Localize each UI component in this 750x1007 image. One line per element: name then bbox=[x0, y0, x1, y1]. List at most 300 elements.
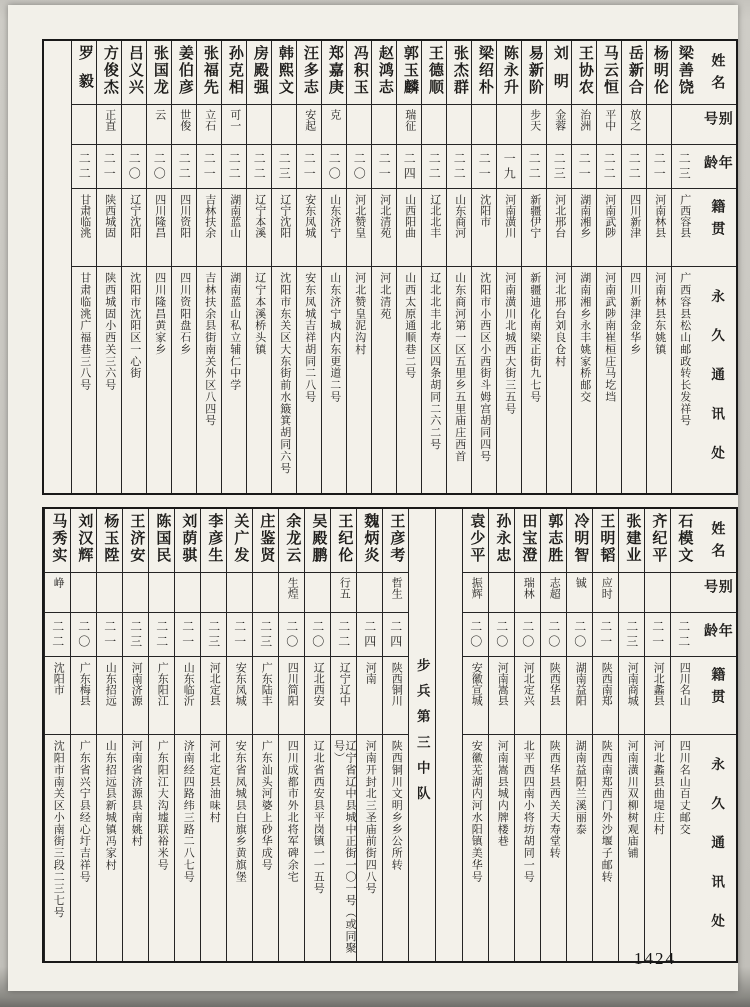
address-cell-text: 辽北省西安县平岗镇一一五号 bbox=[312, 740, 325, 895]
origin-cell-text: 广东梅县 bbox=[78, 662, 91, 706]
name-cell bbox=[272, 41, 296, 105]
origin-cell-text: 安徽宣城 bbox=[470, 662, 483, 706]
name-cell bbox=[397, 41, 421, 105]
address-cell-text: 安东省凤城县白旗乡黄旗堡 bbox=[234, 740, 247, 883]
origin-cell-text: 辽宁沈阳 bbox=[278, 194, 291, 238]
alias-cell bbox=[672, 105, 696, 145]
origin-cell-text: 河南林县 bbox=[653, 194, 666, 238]
origin-cell bbox=[322, 189, 346, 267]
origin-cell bbox=[222, 189, 246, 267]
age-cell bbox=[149, 613, 174, 657]
origin-cell bbox=[97, 657, 122, 735]
alias-cell-text: 铖 bbox=[574, 577, 587, 588]
address-cell-text: 四川新津金华乡 bbox=[628, 272, 641, 356]
age-cell-text: 二三 bbox=[277, 152, 292, 182]
address-cell-text: 辽北北丰北寿区四条胡同二六二号 bbox=[428, 272, 441, 451]
origin-cell-text: 安东凤城 bbox=[234, 662, 247, 706]
name-cell-text: 刘汉辉 bbox=[76, 513, 93, 564]
origin-cell-text: 河北蠡县 bbox=[652, 662, 665, 706]
origin-cell bbox=[123, 657, 148, 735]
address-cell-text: 广东省兴宁县经心圩吉祥号 bbox=[78, 740, 91, 883]
address-cell bbox=[522, 267, 546, 493]
age-cell bbox=[197, 145, 221, 189]
name-cell bbox=[572, 41, 596, 105]
name-cell-text: 房殿强 bbox=[251, 45, 268, 96]
origin-cell-text: 陕西铜川 bbox=[390, 662, 403, 706]
age-cell-text: 二四 bbox=[388, 620, 403, 650]
name-cell bbox=[253, 509, 278, 573]
age-cell-text: 二〇 bbox=[572, 620, 587, 650]
name-cell-text: 孙克相 bbox=[226, 45, 243, 96]
address-cell-text: 河北邢台刘良仓村 bbox=[553, 272, 566, 368]
address-cell-text: 安徽芜湖内河水阳镇美华号 bbox=[470, 740, 483, 883]
address-cell bbox=[547, 267, 571, 493]
origin-cell bbox=[71, 657, 96, 735]
age-cell-text: 二一 bbox=[302, 152, 317, 182]
alias-cell bbox=[422, 105, 446, 145]
entry-column bbox=[200, 509, 226, 961]
origin-cell-text: 陕西华县 bbox=[548, 662, 561, 706]
entry-column bbox=[330, 509, 356, 961]
address-cell bbox=[472, 267, 496, 493]
alias-cell bbox=[175, 573, 200, 613]
alias-cell bbox=[541, 573, 566, 613]
address-cell bbox=[122, 267, 146, 493]
age-cell bbox=[97, 145, 121, 189]
alias-cell bbox=[622, 105, 646, 145]
address-cell-text: 广东阳江大沟墟联裕米号 bbox=[156, 740, 169, 871]
address-cell bbox=[72, 267, 96, 493]
age-cell-text: 二一 bbox=[102, 152, 117, 182]
alias-cell-text: 云 bbox=[153, 109, 166, 120]
age-cell bbox=[422, 145, 446, 189]
origin-cell bbox=[45, 657, 70, 735]
age-cell-text: 二四 bbox=[362, 620, 377, 650]
name-cell bbox=[222, 41, 246, 105]
entry-column bbox=[346, 41, 371, 493]
directory-tables bbox=[42, 39, 738, 963]
alias-cell bbox=[97, 105, 121, 145]
name-cell-text: 张杰群 bbox=[451, 45, 468, 96]
age-cell bbox=[347, 145, 371, 189]
alias-cell bbox=[463, 573, 488, 613]
origin-cell-text: 河北赞皇 bbox=[353, 194, 366, 238]
origin-cell-text: 陕西南郑 bbox=[600, 662, 613, 706]
alias-cell bbox=[647, 105, 671, 145]
name-cell bbox=[647, 41, 671, 105]
address-cell-text: 山东济宁城内东更道二号 bbox=[328, 272, 341, 403]
age-cell-text: 二二 bbox=[602, 152, 617, 182]
header-alias-label: 别号 bbox=[702, 579, 732, 602]
name-cell bbox=[227, 509, 252, 573]
alias-cell-text: 应时 bbox=[600, 577, 613, 599]
origin-cell bbox=[463, 657, 488, 735]
entry-column bbox=[221, 41, 246, 493]
origin-cell bbox=[227, 657, 252, 735]
name-cell bbox=[122, 41, 146, 105]
age-cell-text: 二三 bbox=[677, 152, 692, 182]
name-cell-text: 陈国民 bbox=[154, 513, 171, 564]
origin-cell-text: 河南商城 bbox=[626, 662, 639, 706]
age-cell bbox=[515, 613, 540, 657]
name-cell bbox=[72, 41, 96, 105]
origin-cell bbox=[422, 189, 446, 267]
name-cell-text: 王彦考 bbox=[388, 513, 405, 564]
origin-cell-text: 山东商河 bbox=[453, 194, 466, 238]
age-cell-text: 二二 bbox=[177, 152, 192, 182]
age-cell bbox=[357, 613, 382, 657]
address-cell bbox=[305, 735, 330, 961]
name-cell bbox=[322, 41, 346, 105]
entry-column bbox=[96, 41, 121, 493]
origin-cell-text: 沈阳市 bbox=[52, 662, 65, 695]
origin-cell-text: 河南济源 bbox=[130, 662, 143, 706]
origin-cell bbox=[672, 189, 696, 267]
address-cell bbox=[567, 735, 592, 961]
address-cell bbox=[71, 735, 96, 961]
header-age bbox=[696, 145, 736, 189]
entry-column bbox=[496, 41, 521, 493]
entry-column bbox=[471, 41, 496, 493]
address-cell bbox=[331, 735, 356, 961]
unit-designation-label: 步兵第三中队 bbox=[414, 658, 430, 812]
alias-cell bbox=[197, 105, 221, 145]
name-cell-text: 王纪伦 bbox=[336, 513, 353, 564]
address-cell-text: 四川资阳盘石乡 bbox=[178, 272, 191, 356]
address-cell-text: 山东商河第一区五里乡五里庙庄西首 bbox=[453, 272, 466, 463]
alias-cell-text: 金蓉 bbox=[553, 109, 566, 131]
header-origin-label: 籍贯 bbox=[709, 667, 725, 712]
name-cell bbox=[149, 509, 174, 573]
address-cell-text: 河南武陟南崔桓庄马圪垱 bbox=[603, 272, 616, 403]
alias-cell bbox=[45, 573, 70, 613]
age-cell bbox=[522, 145, 546, 189]
origin-cell-text: 河南 bbox=[364, 662, 377, 684]
origin-cell-text: 湖南益阳 bbox=[574, 662, 587, 706]
header-address bbox=[696, 735, 736, 961]
age-cell-text: 二二 bbox=[154, 620, 169, 650]
name-cell-text: 吴殿鹏 bbox=[310, 513, 327, 564]
alias-cell bbox=[71, 573, 96, 613]
alias-cell-text: 克 bbox=[328, 109, 341, 120]
age-cell bbox=[489, 613, 514, 657]
age-cell-text: 二三 bbox=[258, 620, 273, 650]
origin-cell bbox=[147, 189, 171, 267]
alias-cell bbox=[72, 105, 96, 145]
address-cell bbox=[97, 267, 121, 493]
origin-cell bbox=[497, 189, 521, 267]
address-cell bbox=[197, 267, 221, 493]
name-cell-text: 张建业 bbox=[624, 513, 641, 564]
origin-cell-text: 湖南蓝山 bbox=[228, 194, 241, 238]
origin-cell-text: 四川名山 bbox=[678, 662, 691, 706]
entry-column bbox=[271, 41, 296, 493]
address-cell bbox=[619, 735, 644, 961]
origin-cell bbox=[489, 657, 514, 735]
alias-cell-text: 志超 bbox=[548, 577, 561, 599]
origin-cell-text: 陕西城固 bbox=[103, 194, 116, 238]
name-cell-text: 魏炳炎 bbox=[362, 513, 379, 564]
address-cell-text: 广东汕头河婆上砂华成号 bbox=[260, 740, 273, 871]
address-cell-text: 河南省济源县南姚村 bbox=[130, 740, 143, 847]
origin-cell-text: 广东陆丰 bbox=[260, 662, 273, 706]
origin-cell bbox=[522, 189, 546, 267]
age-cell-text: 二二 bbox=[227, 152, 242, 182]
name-cell bbox=[597, 41, 621, 105]
entry-column bbox=[382, 509, 408, 961]
name-cell bbox=[567, 509, 592, 573]
entry-column bbox=[618, 509, 644, 961]
address-cell-text: 吉林扶余县街南关外区八四号 bbox=[203, 272, 216, 427]
entry-column bbox=[592, 509, 618, 961]
origin-cell bbox=[622, 189, 646, 267]
alias-cell bbox=[597, 105, 621, 145]
alias-cell-text: 步天 bbox=[528, 109, 541, 131]
age-cell-text: 二二 bbox=[50, 620, 65, 650]
address-cell-text: 河南潢川双柳树观庙铺 bbox=[626, 740, 639, 859]
address-cell bbox=[279, 735, 304, 961]
name-cell bbox=[619, 509, 644, 573]
origin-cell-text: 河北定县 bbox=[208, 662, 221, 706]
header-origin bbox=[696, 657, 736, 735]
address-cell bbox=[463, 735, 488, 961]
name-cell bbox=[447, 41, 471, 105]
entry-column bbox=[304, 509, 330, 961]
name-cell-text: 郭玉麟 bbox=[401, 45, 418, 96]
entry-column bbox=[546, 41, 571, 493]
age-cell-text: 二〇 bbox=[152, 152, 167, 182]
age-cell bbox=[71, 613, 96, 657]
origin-cell bbox=[279, 657, 304, 735]
registry-table-bottom bbox=[42, 507, 738, 963]
age-cell bbox=[383, 613, 408, 657]
address-cell bbox=[45, 735, 70, 961]
name-cell-text: 易新阶 bbox=[526, 45, 543, 96]
alias-cell bbox=[297, 105, 321, 145]
name-cell-text: 冯积玉 bbox=[351, 45, 368, 96]
age-cell-text: 二〇 bbox=[76, 620, 91, 650]
name-cell bbox=[347, 41, 371, 105]
name-cell-text: 马云恒 bbox=[601, 45, 618, 96]
name-cell-text: 王德顺 bbox=[426, 45, 443, 96]
origin-cell-text: 辽宁辽中 bbox=[338, 662, 351, 706]
header-column bbox=[696, 509, 736, 961]
entry-column bbox=[174, 509, 200, 961]
alias-cell bbox=[522, 105, 546, 145]
address-cell-text: 河北定县油味村 bbox=[208, 740, 221, 824]
age-cell bbox=[175, 613, 200, 657]
address-cell bbox=[572, 267, 596, 493]
age-cell-text: 二一 bbox=[202, 152, 217, 182]
age-cell-text: 二二 bbox=[676, 620, 691, 650]
address-cell bbox=[422, 267, 446, 493]
origin-cell-text: 四川新津 bbox=[628, 194, 641, 238]
origin-cell-text: 沈阳市 bbox=[478, 194, 491, 227]
header-origin bbox=[696, 189, 736, 267]
address-cell bbox=[201, 735, 226, 961]
name-cell-text: 王协农 bbox=[576, 45, 593, 96]
address-cell bbox=[541, 735, 566, 961]
age-cell-text: 二一 bbox=[102, 620, 117, 650]
header-address bbox=[696, 267, 736, 493]
address-cell-text: 新疆迪化南梁正街九七号 bbox=[528, 272, 541, 403]
alias-cell-text: 可一 bbox=[228, 109, 241, 131]
header-age bbox=[696, 613, 736, 657]
name-cell bbox=[472, 41, 496, 105]
entry-column bbox=[621, 41, 646, 493]
name-cell bbox=[622, 41, 646, 105]
age-cell bbox=[447, 145, 471, 189]
alias-cell bbox=[645, 573, 670, 613]
address-cell bbox=[175, 735, 200, 961]
address-cell-text: 沈阳市东关区大东街前水簸箕胡同六号 bbox=[278, 272, 291, 474]
name-cell bbox=[645, 509, 670, 573]
name-cell-text: 王明韬 bbox=[598, 513, 615, 564]
address-cell bbox=[597, 267, 621, 493]
origin-cell bbox=[593, 657, 618, 735]
unit-designation-column bbox=[408, 509, 435, 961]
alias-cell bbox=[547, 105, 571, 145]
alias-cell bbox=[671, 573, 696, 613]
entry-column bbox=[96, 509, 122, 961]
alias-cell-text: 生煌 bbox=[286, 577, 299, 599]
entry-column bbox=[356, 509, 382, 961]
age-cell-text: 二一 bbox=[652, 152, 667, 182]
origin-cell bbox=[357, 657, 382, 735]
header-name-label: 姓名 bbox=[709, 53, 725, 98]
alias-cell bbox=[172, 105, 196, 145]
origin-cell bbox=[331, 657, 356, 735]
name-cell bbox=[331, 509, 356, 573]
address-cell-text: 辽宁本溪桥头镇 bbox=[253, 272, 266, 356]
name-cell-text: 方俊杰 bbox=[101, 45, 118, 96]
page-number: 1424 bbox=[634, 949, 676, 968]
origin-cell bbox=[547, 189, 571, 267]
alias-cell bbox=[305, 573, 330, 613]
alias-cell bbox=[279, 573, 304, 613]
origin-cell bbox=[472, 189, 496, 267]
entry-column bbox=[446, 41, 471, 493]
address-cell bbox=[397, 267, 421, 493]
age-cell-text: 二二 bbox=[527, 152, 542, 182]
alias-cell-text: 安起 bbox=[303, 109, 316, 131]
age-cell-text: 二四 bbox=[402, 152, 417, 182]
origin-cell-text: 四川隆昌 bbox=[153, 194, 166, 238]
alias-cell bbox=[567, 573, 592, 613]
address-cell-text: 广西容县松山邮政转长发祥号 bbox=[678, 272, 691, 427]
address-cell-text: 沈阳市小西区小西街斗姆宫胡同四号 bbox=[478, 272, 491, 463]
address-cell-text: 陕西华县西关天寿堂转 bbox=[548, 740, 561, 859]
name-cell bbox=[97, 509, 122, 573]
origin-cell-text: 辽宁本溪 bbox=[253, 194, 266, 238]
origin-cell bbox=[567, 657, 592, 735]
entry-column bbox=[540, 509, 566, 961]
age-cell bbox=[572, 145, 596, 189]
address-cell bbox=[272, 267, 296, 493]
age-cell bbox=[463, 613, 488, 657]
entry-column bbox=[670, 509, 696, 961]
entry-column bbox=[148, 509, 174, 961]
name-cell-text: 杨明伦 bbox=[651, 45, 668, 96]
address-cell bbox=[97, 735, 122, 961]
header-name bbox=[696, 509, 736, 573]
alias-cell bbox=[331, 573, 356, 613]
address-cell-text: 甘肃临洮广福巷三八号 bbox=[78, 272, 91, 391]
alias-cell bbox=[357, 573, 382, 613]
name-cell-text: 袁少平 bbox=[468, 513, 485, 564]
name-cell-text: 张福先 bbox=[201, 45, 218, 96]
age-cell bbox=[547, 145, 571, 189]
address-cell bbox=[253, 735, 278, 961]
name-cell bbox=[97, 41, 121, 105]
age-cell-text: 二二 bbox=[427, 152, 442, 182]
alias-cell bbox=[97, 573, 122, 613]
alias-cell-text: 瑞林 bbox=[522, 577, 535, 599]
age-cell-text: 二二 bbox=[452, 152, 467, 182]
name-cell-text: 赵鸿志 bbox=[376, 45, 393, 96]
name-cell-text: 罗毅 bbox=[76, 45, 93, 101]
entry-column bbox=[571, 41, 596, 493]
address-cell-text: 河北清苑 bbox=[378, 272, 391, 320]
age-cell bbox=[567, 613, 592, 657]
name-cell bbox=[515, 509, 540, 573]
name-cell-text: 庄鉴贤 bbox=[258, 513, 275, 564]
age-cell bbox=[45, 613, 70, 657]
entry-column bbox=[421, 41, 446, 493]
age-cell-text: 一九 bbox=[502, 152, 517, 182]
alias-cell-text: 平中 bbox=[603, 109, 616, 131]
age-cell bbox=[253, 613, 278, 657]
age-cell bbox=[297, 145, 321, 189]
address-cell bbox=[172, 267, 196, 493]
origin-cell bbox=[305, 657, 330, 735]
entry-column bbox=[44, 509, 70, 961]
age-cell bbox=[397, 145, 421, 189]
header-age-label: 年龄 bbox=[702, 623, 732, 646]
name-cell-text: 韩熙文 bbox=[276, 45, 293, 96]
name-cell bbox=[172, 41, 196, 105]
name-cell-text: 吕义兴 bbox=[126, 45, 143, 96]
alias-cell bbox=[201, 573, 226, 613]
age-cell-text: 二一 bbox=[577, 152, 592, 182]
name-cell-text: 齐纪平 bbox=[650, 513, 667, 564]
origin-cell bbox=[175, 657, 200, 735]
header-origin-label: 籍贯 bbox=[709, 199, 725, 244]
alias-cell bbox=[147, 105, 171, 145]
origin-cell-text: 安东凤城 bbox=[303, 194, 316, 238]
name-cell bbox=[547, 41, 571, 105]
name-cell bbox=[522, 41, 546, 105]
address-cell-text: 北平西四南小将坊胡同一号 bbox=[522, 740, 535, 883]
name-cell-text: 郑嘉庚 bbox=[326, 45, 343, 96]
address-cell-text: 河北蠡县曲堤庄村 bbox=[652, 740, 665, 836]
origin-cell bbox=[197, 189, 221, 267]
address-cell bbox=[497, 267, 521, 493]
entry-column bbox=[121, 41, 146, 493]
origin-cell-text: 四川资阳 bbox=[178, 194, 191, 238]
address-cell-text: 河南嵩县城内牌楼巷 bbox=[496, 740, 509, 847]
origin-cell-text: 吉林扶余 bbox=[203, 194, 216, 238]
name-cell-text: 汪多志 bbox=[301, 45, 318, 96]
age-cell bbox=[647, 145, 671, 189]
header-address-label: 永久通讯处 bbox=[709, 757, 725, 953]
age-cell bbox=[123, 613, 148, 657]
alias-cell bbox=[227, 573, 252, 613]
address-cell-text: 沈阳市沈阳区一心街 bbox=[128, 272, 141, 379]
name-cell-text: 关广发 bbox=[232, 513, 249, 564]
origin-cell bbox=[172, 189, 196, 267]
entry-column bbox=[226, 509, 252, 961]
